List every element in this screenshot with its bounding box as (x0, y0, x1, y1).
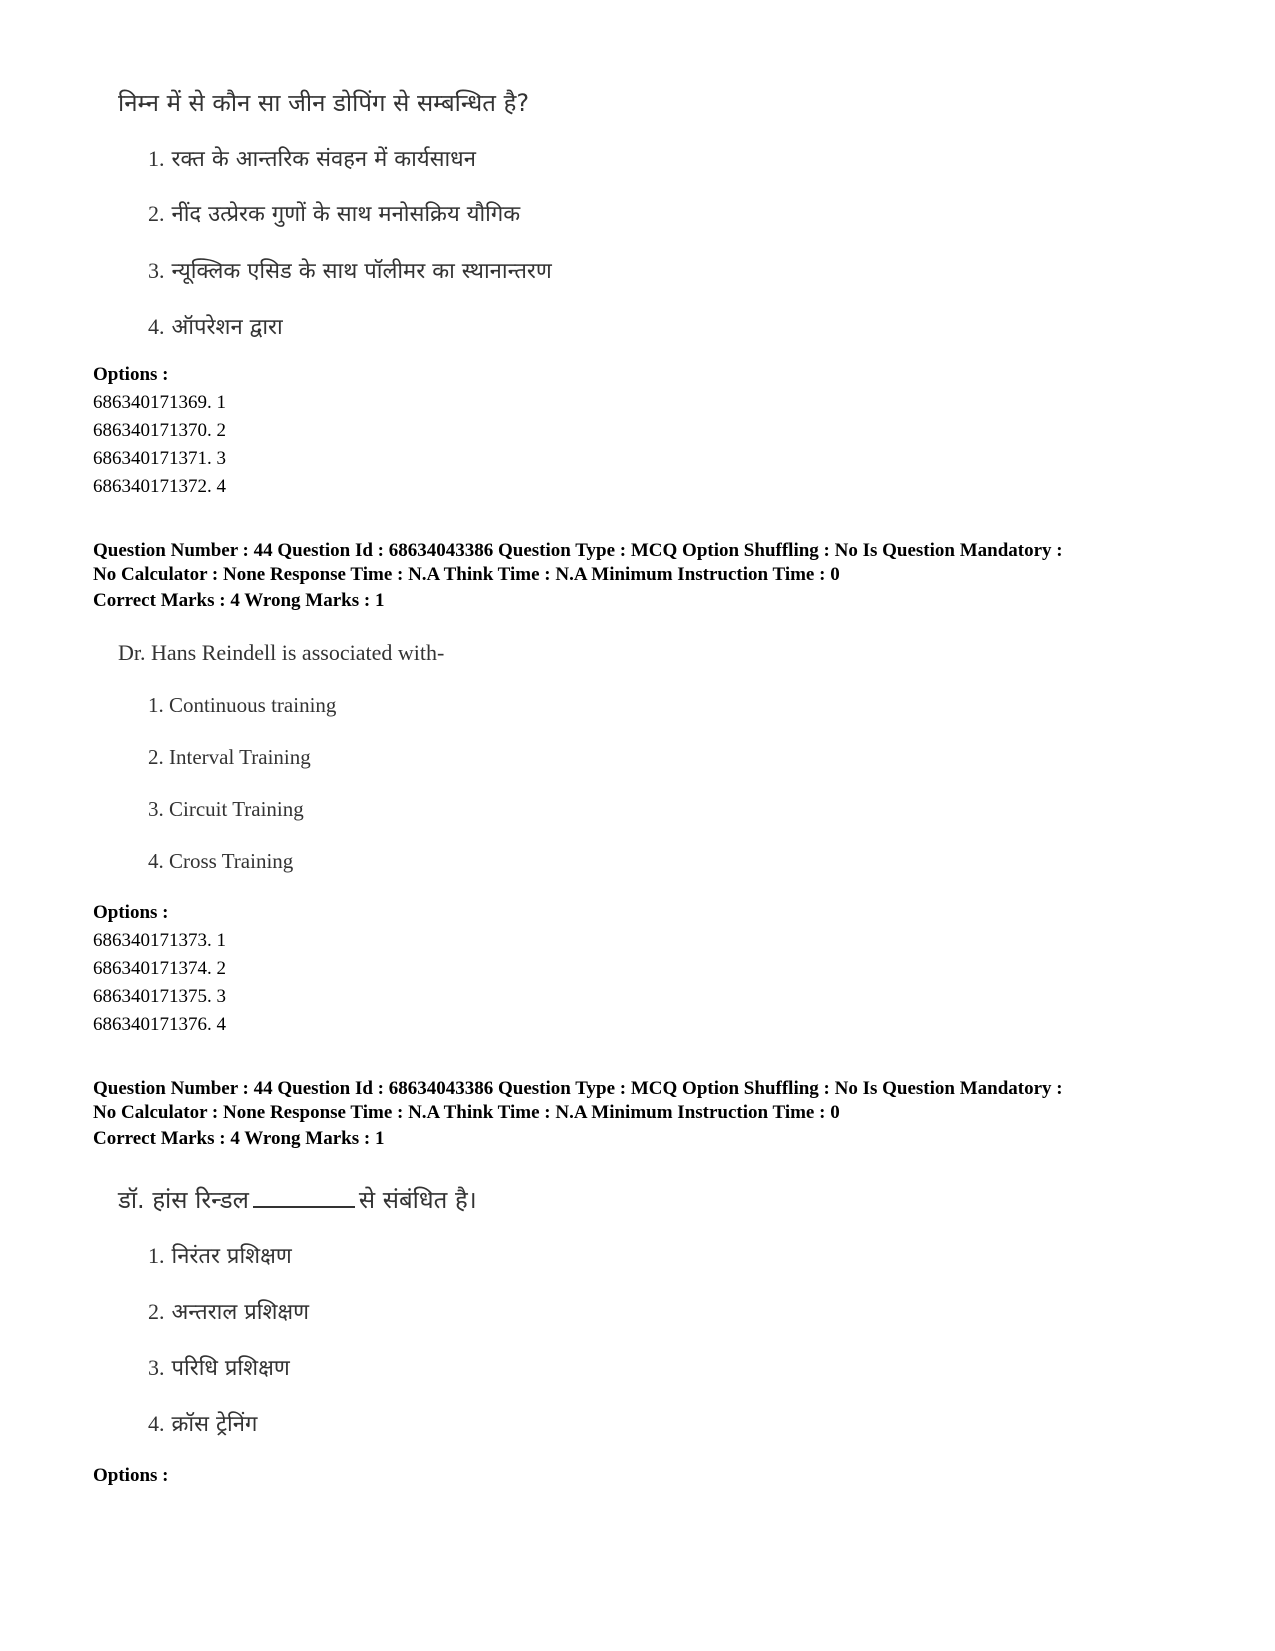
choice-number: 3. (148, 797, 164, 821)
stem-text-before-blank: डॉ. हांस रिन्डल (118, 1186, 249, 1214)
options-label: Options : (93, 902, 169, 923)
option-id: 686340171373. 1 (93, 930, 226, 951)
question-meta-line: Question Number : 44 Question Id : 68634043386 Question Type : MCQ Option Shuffling : No Is Question Mandatory : (93, 540, 1063, 561)
choice-text: Cross Training (169, 849, 294, 873)
option-id: 686340171376. 4 (93, 1014, 226, 1035)
choice-3 (148, 255, 552, 285)
option-id: 686340171374. 2 (93, 958, 226, 979)
choice-1 (148, 143, 476, 173)
option-id: 686340171375. 3 (93, 986, 226, 1007)
choice-2 (148, 1296, 309, 1326)
choice-3 (148, 797, 304, 822)
option-id: 686340171371. 3 (93, 448, 226, 469)
choice-number: 4. (148, 1411, 165, 1436)
marks-line: Correct Marks : 4 Wrong Marks : 1 (93, 590, 385, 611)
choice-1 (148, 693, 336, 718)
choice-number: 1. (148, 146, 165, 171)
choice-number: 4. (148, 314, 165, 339)
options-label: Options : (93, 364, 169, 385)
choice-4 (148, 849, 293, 874)
choice-number: 2. (148, 1299, 165, 1324)
choice-3 (148, 1352, 290, 1382)
options-label: Options : (93, 1465, 169, 1486)
question-stem-hindi-1: निम्न में से कौन सा जीन डोपिंग से सम्बन्धित है? (118, 89, 530, 117)
question-stem-english: Dr. Hans Reindell is associated with- (118, 640, 445, 665)
choice-text: निरंतर प्रशिक्षण (171, 1244, 292, 1269)
choice-number: 4. (148, 849, 164, 873)
option-id: 686340171370. 2 (93, 420, 226, 441)
question-stem-hindi-2 (118, 1183, 477, 1216)
question-meta (93, 539, 1213, 587)
choice-text: क्रॉस ट्रेनिंग (171, 1412, 258, 1437)
question-meta-line: No Calculator : None Response Time : N.A Think Time : N.A Minimum Instruction Time : 0 (93, 564, 840, 585)
choice-number: 3. (148, 258, 165, 283)
choice-2 (148, 198, 520, 228)
question-meta-line: Question Number : 44 Question Id : 68634043386 Question Type : MCQ Option Shuffling : No Is Question Mandatory : (93, 1078, 1063, 1099)
choice-number: 1. (148, 693, 164, 717)
choice-text: Circuit Training (169, 797, 304, 821)
choice-number: 3. (148, 1355, 165, 1380)
option-id: 686340171369. 1 (93, 392, 226, 413)
choice-text: Continuous training (169, 693, 337, 717)
question-meta-line: No Calculator : None Response Time : N.A Think Time : N.A Minimum Instruction Time : 0 (93, 1102, 840, 1123)
choice-number: 1. (148, 1243, 165, 1268)
choice-number: 2. (148, 201, 165, 226)
choice-1 (148, 1240, 292, 1270)
option-id: 686340171372. 4 (93, 476, 226, 497)
stem-text-after-blank: से संबंधित है। (358, 1186, 477, 1214)
choice-text: न्यूक्लिक एसिड के साथ पॉलीमर का स्थानान्तरण (171, 259, 552, 284)
question-meta (93, 1077, 1213, 1125)
choice-4 (148, 1408, 257, 1438)
marks-line: Correct Marks : 4 Wrong Marks : 1 (93, 1128, 385, 1149)
choice-text: Interval Training (169, 745, 311, 769)
choice-text: परिधि प्रशिक्षण (171, 1356, 290, 1381)
choice-number: 2. (148, 745, 164, 769)
choice-text: ऑपरेशन द्वारा (171, 315, 283, 340)
choice-4 (148, 311, 283, 341)
choice-text: नींद उत्प्रेरक गुणों के साथ मनोसक्रिय यौगिक (171, 202, 521, 227)
choice-text: रक्त के आन्तरिक संवहन में कार्यसाधन (171, 147, 476, 172)
fill-in-blank (253, 1184, 355, 1208)
choice-2 (148, 745, 311, 770)
choice-text: अन्तराल प्रशिक्षण (171, 1300, 310, 1325)
